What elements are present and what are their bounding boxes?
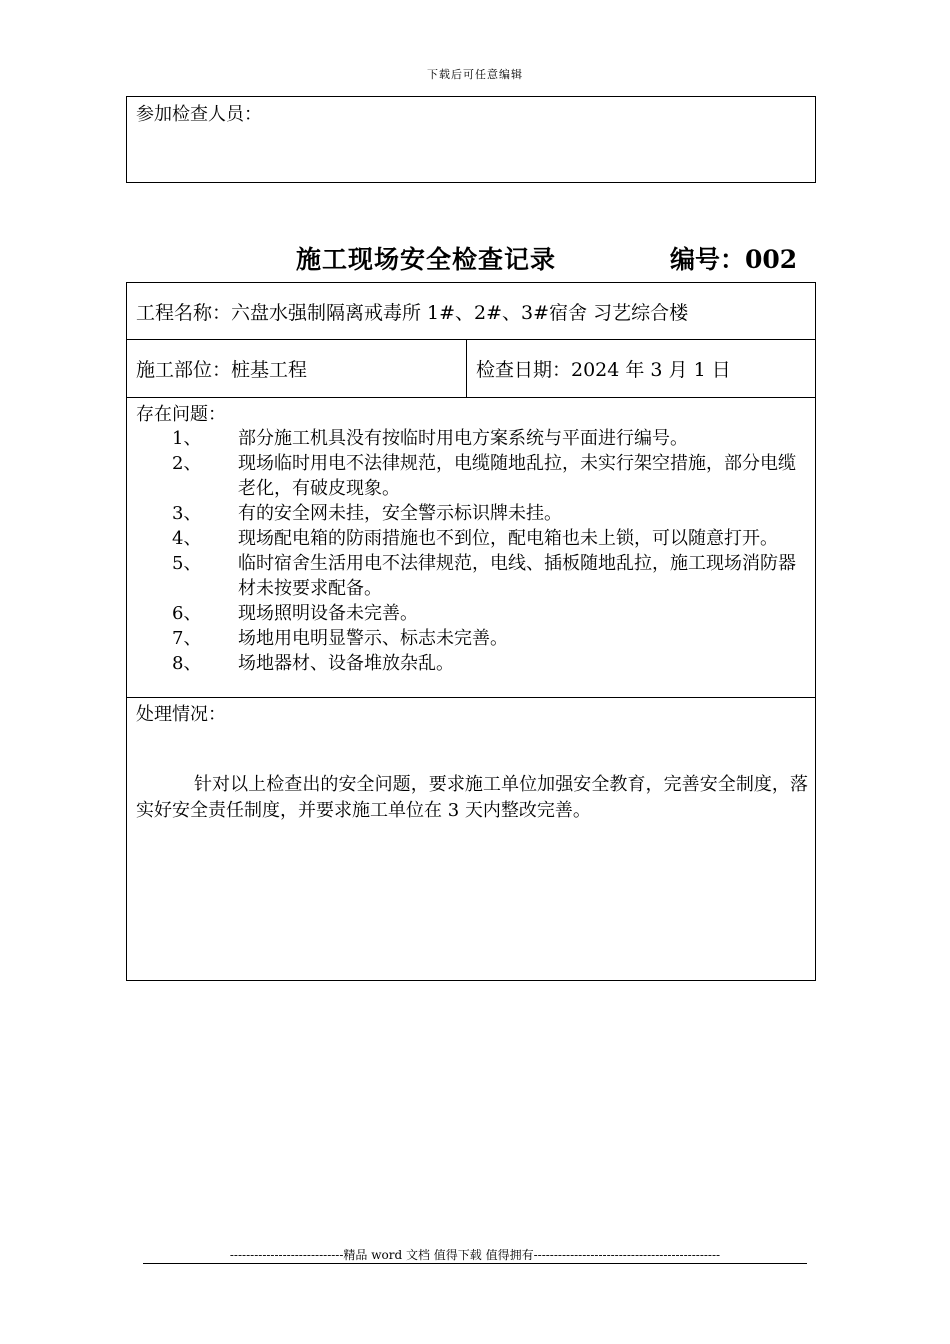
header-note: 下载后可任意编辑 <box>427 68 523 81</box>
issue-number: 7、 <box>172 628 202 649</box>
participants-label: 参加检查人员： <box>136 104 262 125</box>
record-table <box>126 282 816 981</box>
issue-text: 有的安全网未挂，安全警示标识牌未挂。 <box>238 503 562 524</box>
handling-heading: 处理情况： <box>136 704 226 725</box>
issue-item <box>172 426 812 451</box>
issue-text: 部分施工机具没有按临时用电方案系统与平面进行编号。 <box>238 428 688 449</box>
project-name-row <box>127 283 815 340</box>
issues-row <box>127 398 815 698</box>
issue-item <box>172 601 812 626</box>
issues-heading: 存在问题： <box>136 404 226 425</box>
issue-number: 8、 <box>172 653 202 674</box>
issue-text: 场地器材、设备堆放杂乱。 <box>238 653 454 674</box>
handling-text: 针对以上检查出的安全问题，要求施工单位加强安全教育，完善安全制度，落实好安全责任制度，并要求施工单位在 3 天内整改完善。 <box>136 774 808 821</box>
issue-text: 临时宿舍生活用电不法律规范，电线、插板随地乱拉，施工现场消防器材未按要求配备。 <box>238 553 796 599</box>
part-date-row <box>127 340 815 398</box>
title-row <box>296 240 816 276</box>
issue-item <box>172 451 812 501</box>
project-name: 工程名称：六盘水强制隔离戒毒所 1#、2#、3#宿舍 习艺综合楼 <box>136 302 689 324</box>
footer-line <box>143 1263 807 1264</box>
issue-text: 现场配电箱的防雨措施也不到位，配电箱也未上锁，可以随意打开。 <box>238 528 778 549</box>
handling-row <box>127 698 815 980</box>
issue-item <box>172 501 812 526</box>
issues-list <box>172 426 812 676</box>
issue-number: 3、 <box>172 503 202 524</box>
participants-box <box>126 96 816 183</box>
issue-number: 1、 <box>172 428 202 449</box>
footer-text: ----------------------------精品 word 文档 值得下载 值得拥有---------------------------------------------- <box>229 1248 721 1262</box>
issue-text: 现场照明设备未完善。 <box>238 603 418 624</box>
issue-item <box>172 551 812 601</box>
issue-number: 5、 <box>172 553 202 574</box>
issue-text: 现场临时用电不法律规范，电缆随地乱拉，未实行架空措施，部分电缆老化，有破皮现象。 <box>238 453 796 499</box>
page-title: 施工现场安全检查记录 <box>296 245 557 274</box>
issue-number: 4、 <box>172 528 202 549</box>
issue-text: 场地用电明显警示、标志未完善。 <box>238 628 508 649</box>
issue-item <box>172 626 812 651</box>
cell-divider <box>466 340 467 398</box>
inspection-date: 检查日期：2024 年 3 月 1 日 <box>476 359 731 381</box>
issue-number: 6、 <box>172 603 202 624</box>
construction-part: 施工部位：桩基工程 <box>136 359 308 381</box>
issue-item <box>172 526 812 551</box>
issue-item <box>172 651 812 676</box>
record-code: 编号：002 <box>670 245 798 274</box>
issue-number: 2、 <box>172 453 202 474</box>
